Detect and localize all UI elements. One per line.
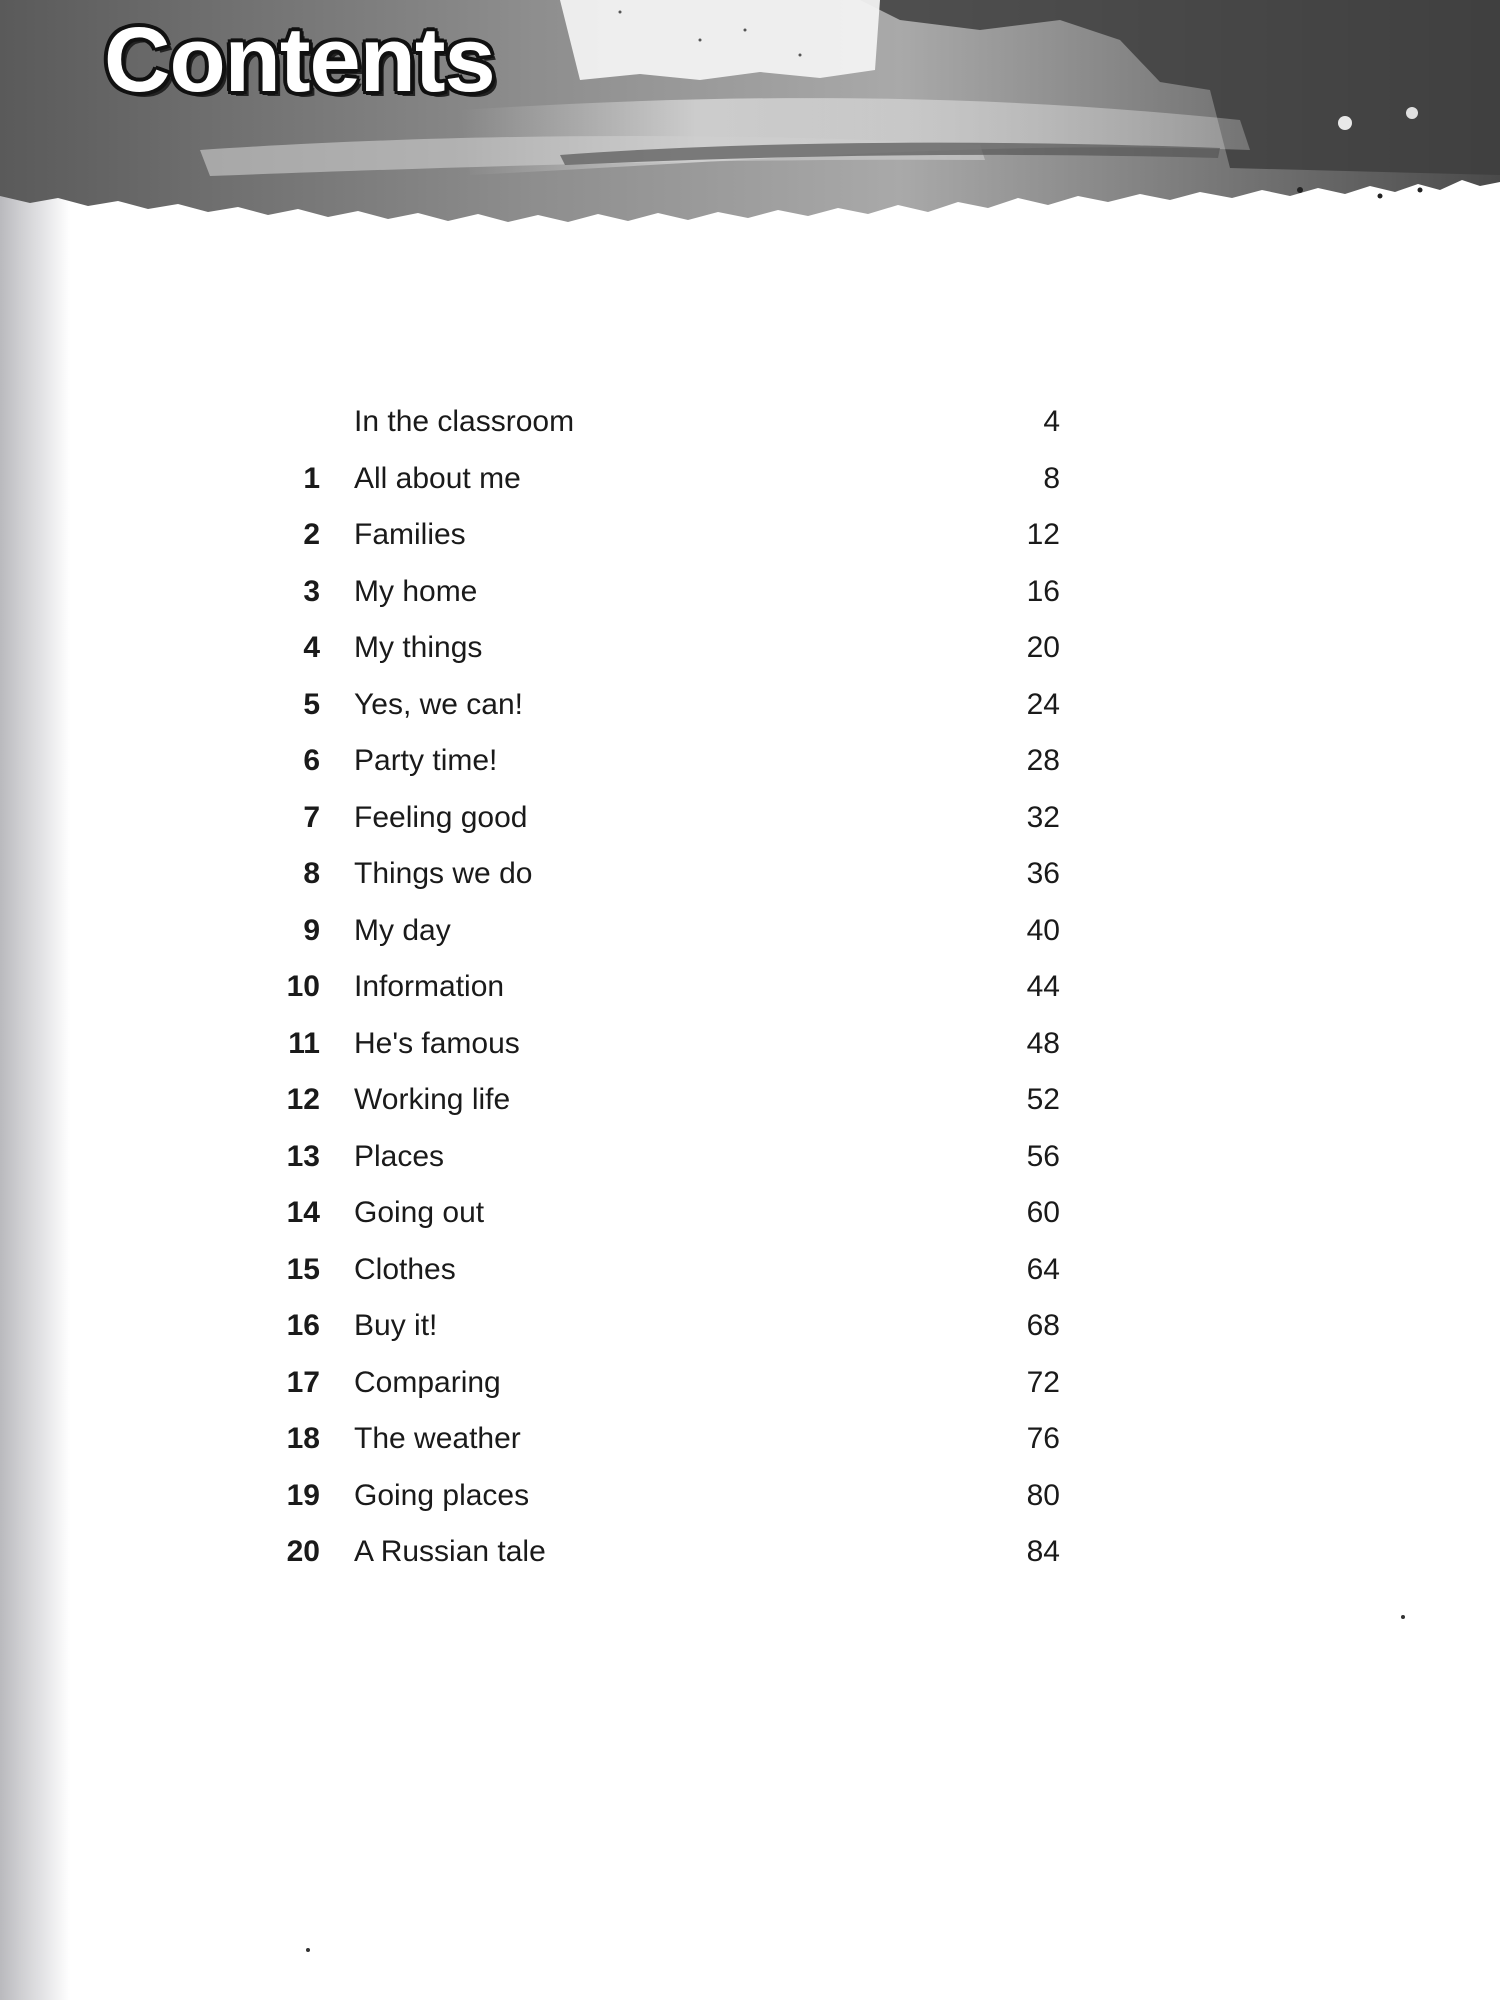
toc-row [270, 680, 1060, 737]
page-number: 4 [1043, 405, 1060, 438]
unit-number: 7 [303, 800, 320, 834]
unit-number: 16 [286, 1309, 320, 1342]
print-speck [306, 1948, 310, 1952]
unit-number: 18 [286, 1422, 320, 1455]
unit-number: 14 [286, 1196, 320, 1229]
unit-number: 8 [303, 857, 320, 890]
toc-row [270, 1132, 1060, 1189]
unit-title: Working life [354, 1083, 511, 1116]
page-number: 72 [1026, 1365, 1060, 1399]
toc-row [270, 1358, 1060, 1415]
page-number: 76 [1026, 1422, 1060, 1455]
unit-title: In the classroom [354, 405, 575, 438]
unit-title: Going out [354, 1196, 485, 1229]
unit-title: Families [354, 518, 466, 551]
unit-number: 4 [303, 631, 320, 664]
unit-title: A Russian tale [354, 1535, 546, 1568]
page-number: 68 [1026, 1309, 1060, 1342]
unit-title: Clothes [354, 1252, 456, 1286]
unit-title: Places [354, 1139, 445, 1173]
unit-title: Feeling good [354, 800, 528, 834]
toc-row [270, 736, 1060, 793]
page-number: 84 [1026, 1535, 1060, 1568]
unit-title: The weather [354, 1422, 521, 1455]
toc-row [270, 1301, 1060, 1358]
unit-title: Information [354, 970, 505, 1003]
unit-title: Party time! [354, 744, 498, 777]
page-number: 8 [1043, 461, 1060, 495]
unit-number: 20 [286, 1535, 320, 1568]
unit-title: Comparing [354, 1365, 501, 1399]
unit-number: 10 [286, 970, 320, 1003]
toc-row [270, 454, 1060, 511]
toc-row [270, 1075, 1060, 1132]
toc-row [270, 906, 1060, 963]
page-number: 80 [1026, 1478, 1060, 1512]
toc-row [270, 1471, 1060, 1528]
unit-title: He's famous [354, 1026, 520, 1060]
page-number: 44 [1026, 970, 1060, 1003]
toc-row [270, 623, 1060, 680]
unit-title: All about me [354, 461, 521, 495]
unit-title: Buy it! [354, 1309, 438, 1342]
unit-title: My things [354, 631, 483, 664]
page-number: 36 [1026, 857, 1060, 890]
binding-shadow [0, 0, 70, 2000]
toc-row [270, 962, 1060, 1019]
page-number: 20 [1026, 631, 1060, 664]
page-number: 40 [1026, 913, 1060, 947]
page-number: 64 [1026, 1252, 1060, 1286]
unit-title: Yes, we can! [354, 687, 523, 721]
toc-row [270, 397, 1060, 454]
unit-number: 6 [303, 744, 320, 777]
page-number: 48 [1026, 1026, 1060, 1060]
print-speck [1401, 1615, 1405, 1619]
unit-title: Going places [354, 1478, 530, 1512]
unit-number: 11 [288, 1026, 320, 1060]
toc-row [270, 1527, 1060, 1584]
unit-number: 15 [286, 1252, 320, 1286]
page-number: 24 [1026, 687, 1060, 721]
page-number: 16 [1026, 574, 1060, 608]
toc-row [270, 1188, 1060, 1245]
unit-title: My day [354, 913, 451, 947]
page-number: 12 [1026, 518, 1060, 551]
toc-row [270, 793, 1060, 850]
unit-number: 13 [286, 1139, 320, 1173]
toc-row [270, 1414, 1060, 1471]
toc-row [270, 510, 1060, 567]
toc-row [270, 1245, 1060, 1302]
page-number: 32 [1026, 800, 1060, 834]
toc-row [270, 849, 1060, 906]
unit-number: 19 [286, 1478, 320, 1512]
unit-number: 2 [303, 518, 320, 551]
unit-number: 1 [303, 461, 320, 495]
page-number: 28 [1026, 744, 1060, 777]
unit-number: 3 [303, 574, 320, 608]
table-of-contents [270, 397, 1060, 1584]
page-number: 56 [1026, 1139, 1060, 1173]
unit-title: Things we do [354, 857, 533, 890]
toc-row [270, 567, 1060, 624]
unit-number: 12 [286, 1083, 320, 1116]
page-number: 60 [1026, 1196, 1060, 1229]
page-title: Contents [104, 9, 495, 111]
unit-number: 9 [303, 913, 320, 947]
page-number: 52 [1026, 1083, 1060, 1116]
unit-number: 5 [303, 687, 320, 721]
toc-row [270, 1019, 1060, 1076]
unit-number: 17 [286, 1365, 320, 1399]
unit-title: My home [354, 574, 478, 608]
